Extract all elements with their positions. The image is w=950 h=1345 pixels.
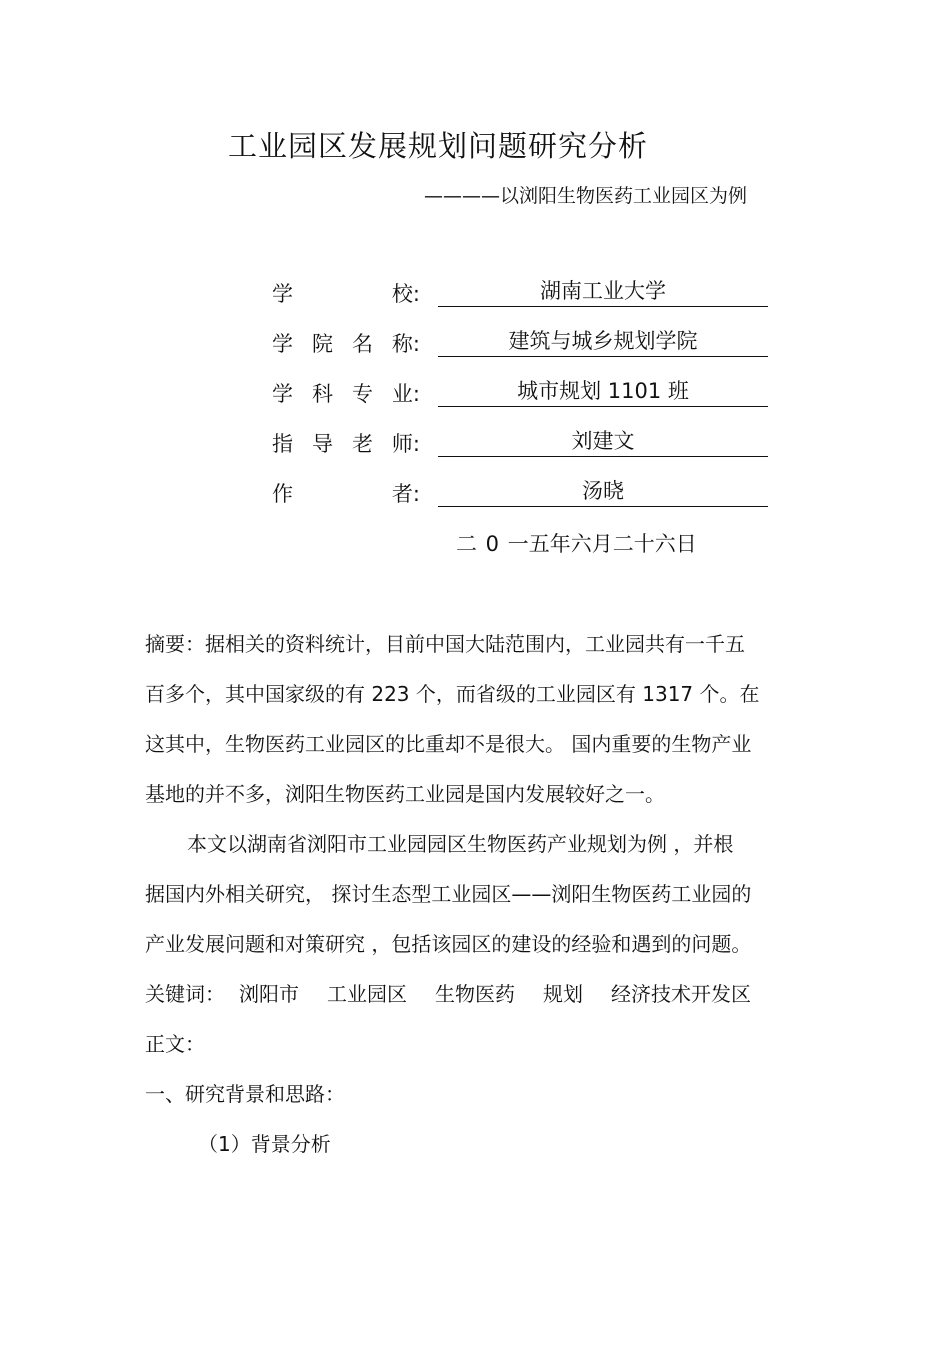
- paragraph-line: 据国内外相关研究， 探讨生态型工业园区——浏阳生物医药工业园的: [145, 882, 752, 906]
- document-date: 二 0 一五年六月二十六日: [456, 532, 697, 556]
- major-value: 城市规划 1101 班: [438, 376, 768, 407]
- school-value: 湖南工业大学: [438, 276, 768, 307]
- abstract-line: 基地的并不多，浏阳生物医药工业园是国内发展较好之一。: [145, 782, 665, 806]
- keywords-line: [145, 978, 779, 1007]
- abstract-line: 摘要：据相关的资料统计，目前中国大陆范围内，工业园共有一千五: [145, 632, 745, 656]
- advisor-value: 刘建文: [438, 426, 768, 457]
- advisor-label: 指 导 老 师:: [272, 432, 420, 456]
- keyword: 规划: [543, 982, 583, 1006]
- paragraph-line: 产业发展问题和对策研究 ，包括该园区的建设的经验和遇到的问题。: [145, 932, 752, 956]
- body-heading: 正文：: [145, 1032, 205, 1056]
- college-label: 学 院 名 称:: [272, 332, 420, 356]
- keyword: 经济技术开发区: [611, 982, 751, 1006]
- document-title: 工业园区发展规划问题研究分析: [228, 129, 649, 163]
- author-value: 汤晓: [438, 476, 768, 507]
- section-heading: 一、研究背景和思路：: [145, 1082, 345, 1106]
- subsection-heading: （1）背景分析: [198, 1132, 331, 1156]
- keyword: 工业园区: [327, 982, 407, 1006]
- document-subtitle: ————以浏阳生物医药工业园区为例: [424, 185, 748, 207]
- paragraph-line: 本文以湖南省浏阳市工业园园区生物医药产业规划为例 ，并根: [187, 832, 734, 856]
- school-label: 学 校:: [272, 282, 420, 306]
- abstract-line: 百多个，其中国家级的有 223 个，而省级的工业园区有 1317 个。在: [145, 682, 760, 706]
- abstract-line: 这其中，生物医药工业园区的比重却不是很大。 国内重要的生物产业: [145, 732, 752, 756]
- keyword: 浏阳市: [239, 982, 299, 1006]
- author-label: 作 者:: [272, 482, 420, 506]
- college-value: 建筑与城乡规划学院: [438, 326, 768, 357]
- keyword: 生物医药: [435, 982, 515, 1006]
- keywords-label: 关键词：: [145, 982, 225, 1006]
- major-label: 学 科 专 业:: [272, 382, 420, 406]
